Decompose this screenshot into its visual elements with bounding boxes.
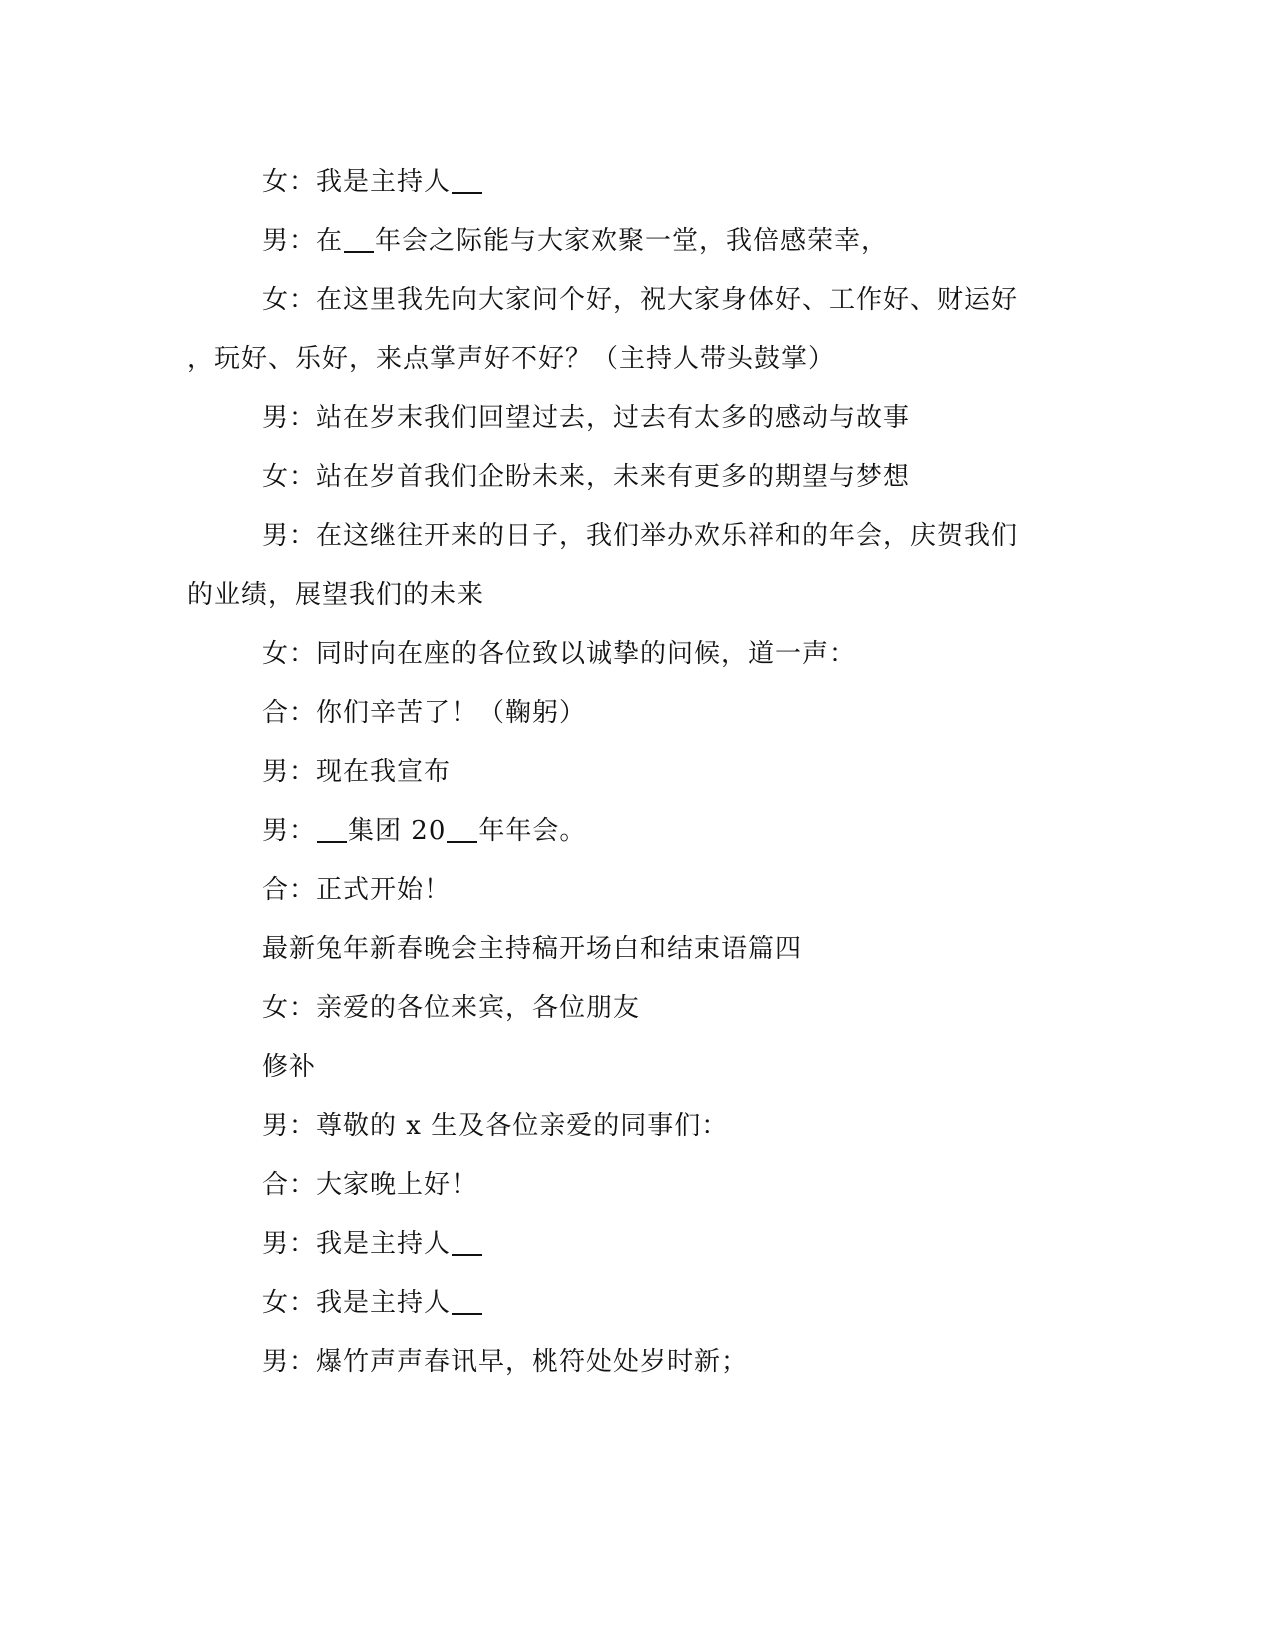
text-line: 修补 [262, 1052, 317, 1082]
text-line: 女：站在岁首我们企盼未来，未来有更多的期望与梦想 [262, 462, 911, 492]
text-line: 男：现在我宣布 [262, 757, 452, 787]
text-line: 合：你们辛苦了！（鞠躬） [262, 698, 587, 728]
text-line: 女：在这里我先向大家问个好，祝大家身体好、工作好、财运好 [262, 285, 1019, 315]
text-line: 男： 集团 20 年年会。 [262, 816, 587, 846]
text-line: 合：大家晚上好！ [262, 1170, 479, 1200]
fill-blank [452, 1228, 482, 1256]
section-heading: 最新兔年新春晚会主持稿开场白和结束语篇四 [262, 934, 803, 964]
text-line: 男：在这继往开来的日子，我们举办欢乐祥和的年会，庆贺我们 [262, 521, 1019, 551]
text-line: 男：我是主持人 [0, 1224, 1275, 1264]
text-line: 男：尊敬的 x 生及各位亲爱的同事们： [262, 1111, 729, 1141]
fill-blank [452, 166, 482, 194]
text-line: 女：亲爱的各位来宾，各位朋友 [262, 993, 641, 1023]
text-line: 男：爆竹声声春讯早，桃符处处岁时新； [262, 1347, 749, 1377]
text-line: 男：站在岁末我们回望过去，过去有太多的感动与故事 [262, 403, 911, 433]
fill-blank [447, 815, 477, 843]
text-line: 的业绩，展望我们的未来 [187, 580, 485, 610]
text-line: 合：正式开始！ [262, 875, 452, 905]
text-line: 女：我是主持人 [0, 1283, 1275, 1323]
text-line: 女：同时向在座的各位致以诚挚的问候，道一声： [262, 639, 857, 669]
text-line: ，玩好、乐好，来点掌声好不好？（主持人带头鼓掌） [187, 344, 836, 374]
fill-blank [452, 1287, 482, 1315]
fill-blank [344, 225, 374, 253]
text-line: 女：我是主持人 [0, 162, 1275, 202]
fill-blank [317, 815, 347, 843]
text-line: 男：在 年会之际能与大家欢聚一堂，我倍感荣幸， [262, 226, 889, 256]
